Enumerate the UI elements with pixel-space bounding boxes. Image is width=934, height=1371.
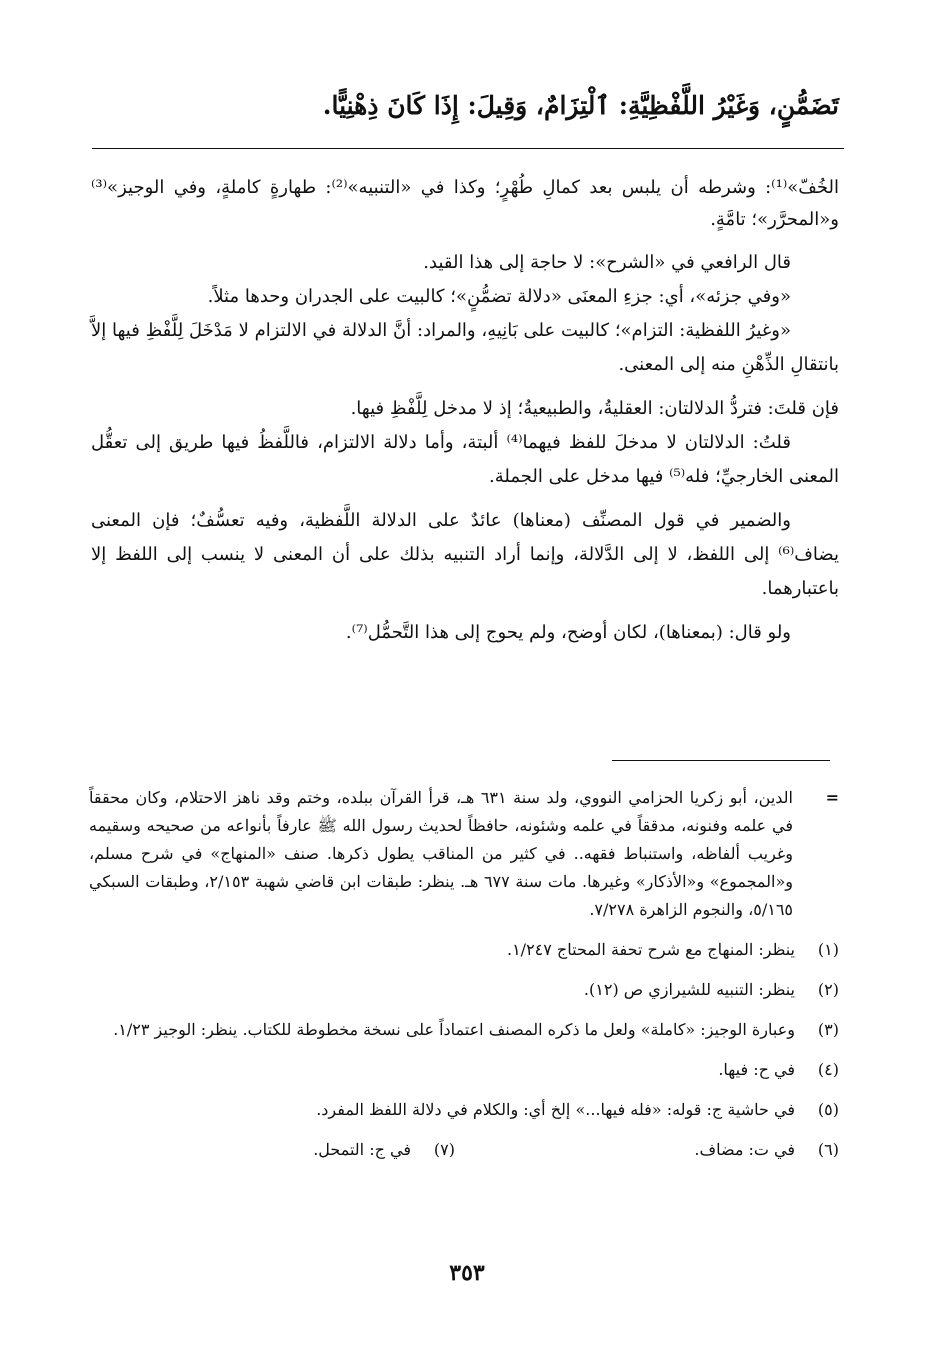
footnotes (89, 784, 839, 1164)
footnote-text: في حاشية ج: قوله: «فله فيها...» إلخ أي: والكلام في دلالة اللفظ المفرد. (316, 1100, 795, 1119)
footnote-continuation (89, 784, 839, 924)
commentary-paragraph-5: فإن قلتَ: فتردُّ الدلالتان: العقليةُ، والطبيعيةُ؛ إذ لا مدخل لِلَّفْظِ فيها. (350, 398, 839, 419)
footnote-text: ينظر: المنهاج مع شرح تحفة المحتاج ١/٢٤٧. (506, 940, 795, 959)
footnote-number: (٤) (817, 1060, 839, 1079)
footnote-number: (٧) (433, 1140, 455, 1159)
footnote-4 (89, 1056, 839, 1084)
header-divider (92, 148, 844, 149)
footnote-text: في ت: مضاف. (694, 1140, 795, 1159)
footnote-number: (٥) (817, 1100, 839, 1119)
commentary-paragraph-6: قلتُ: الدلالتان لا مدخلَ للفظ فيهما⁽⁴⁾ ألبتة، وأما دلالة الالتزام، فاللَّفظُ فيها طريق إلى تعقُّل المعنى الخارجيِّ؛ فله⁽⁵⁾ فيها مدخل على الجملة. (91, 432, 839, 487)
commentary-paragraph-4: «وغيرُ اللفظية: التزام»؛ كالبيت على بَانِيهِ، والمراد: أنَّ الدلالة في الالتزام لا مَدْخَلَ لِلَّفْظِ فيها إلاَّ بانتقالِ الذِّهْنِ منه إلى المعنى. (91, 320, 839, 375)
commentary-paragraph-7: والضمير في قول المصنِّف (معناها) عائدٌ على الدلالة اللَّفظية، وفيه تعسُّفٌ؛ فإن المعنى يضاف⁽⁶⁾ إلى اللفظ، لا إلى الدَّلالة، وإنما أراد التنبيه بذلك على أن المعنى لا ينسب إلى اللفظ إلا باعتبارهما. (91, 510, 839, 599)
commentary-body (91, 172, 839, 650)
commentary-paragraph-8: ولو قال: (بمعناها)، لكان أوضح، ولم يحوج إلى هذا التَّحمُّل⁽⁷⁾. (345, 622, 791, 643)
footnote-7 (313, 1136, 455, 1164)
footnote-number: (٦) (817, 1140, 839, 1159)
footnote-number: (٣) (817, 1020, 839, 1039)
footnote-text: ينظر: التنبيه للشيرازي ص (١٢). (583, 980, 795, 999)
footnote-6 (455, 1136, 839, 1164)
footnote-number: (٢) (817, 980, 839, 999)
footnote-text: في ج: التمحل. (313, 1140, 411, 1159)
footnote-text: وعبارة الوجيز: «كاملة» ولعل ما ذكره المصنف اعتماداً على نسخة مخطوطة للكتاب. ينظر: الوجيز ١/٢٣. (113, 1020, 795, 1039)
footnote-2 (89, 976, 839, 1004)
footnote-5 (89, 1096, 839, 1124)
footnote-divider (612, 760, 830, 761)
matn-line: تَضَمُّنٍ، وَغَيْرُ اللَّفْظِيَّةِ: ٱلْتِزَامٌ، وَقِيلَ: إِذَا كَانَ ذِهْنِيًّا. (322, 91, 839, 120)
continuation-marker: = (825, 788, 839, 807)
commentary-paragraph-3: «وفي جزئه»، أي: جزءِ المعنَى «دلالة تضمُّنٍ»؛ كالبيت على الجدران وحدها مثلاً. (207, 286, 791, 307)
commentary-paragraph-1: الخُفّ»⁽¹⁾: وشرطه أن يلبس بعد كمالِ طُهْرٍ؛ وكذا في «التنبيه»⁽²⁾: طهارةٍ كاملةٍ، وفي الوجيز»⁽³⁾ و«المحرَّر»؛ تامَّةٍ. (91, 177, 839, 230)
footnote-text: في ح: فيها. (718, 1060, 795, 1079)
footnote-number: (١) (817, 940, 839, 959)
page-number: ٣٥٣ (449, 1260, 485, 1286)
commentary-paragraph-2: قال الرافعي في «الشرح»: لا حاجة إلى هذا القيد. (423, 252, 791, 273)
footnote-3 (89, 1016, 839, 1044)
footnote-row-6-7 (89, 1136, 839, 1164)
continuation-text: الدين، أبو زكريا الحزامي النووي، ولد سنة ٦٣١ هـ، قرأ القرآن ببلده، وختم وقد ناهز الاحتلام، وكان محققاً في علمه وفنونه، مدققاً في علمه وشئونه، حافظاً لحديث رسول الله ﷺ عارفاً بأنواعه من صحيحه وسقيمه وغريب ألفاظه، واستنباط فقهه.. في كثير من المناقب يطول ذكرها. صنف «المنهاج» في شرح مسلم، و«المجموع» و«الأذكار» وغيرها. مات سنة ٦٧٧ هـ. ينظر: طبقات ابن قاضي شهبة ٢/١٥٣، وطبقات السبكي ٥/١٦٥، والنجوم الزاهرة ٧/٢٧٨. (89, 788, 794, 919)
footnote-1 (89, 936, 839, 964)
